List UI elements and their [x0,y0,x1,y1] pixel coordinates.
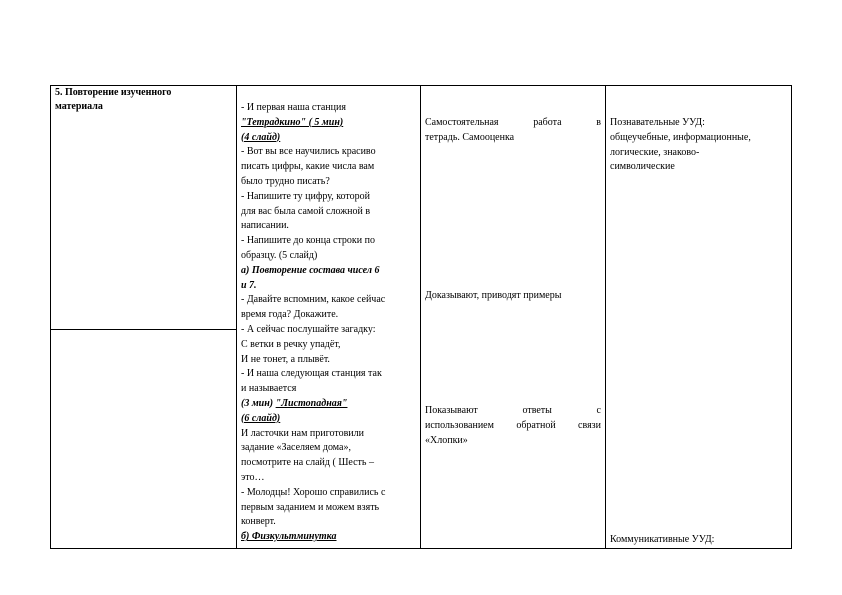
text-line: писать цифры, какие числа вам [241,161,375,173]
table-bottom-border [50,548,792,549]
text-line: было трудно писать? [241,175,330,187]
student-activity-3 [425,404,601,448]
slide-reference: (6 слайд) [241,412,281,424]
text-line: - Напишите до конца строки по [241,235,375,247]
station-duration: (3 мин) [241,397,274,409]
text-line: - Напишите ту цифру, которой [241,190,371,202]
column-divider-3 [605,85,606,549]
table-left-border [50,85,51,549]
text-line: написании. [241,220,289,232]
student-activity-1 [425,116,601,146]
subtask-heading: и 7. [241,279,257,291]
text-line: - Молодцы! Хорошо справились с [241,486,386,498]
text-line: и называется [241,383,297,395]
student-activity-2 [425,289,601,304]
text-line: Самостоятельная работа в [425,117,601,128]
text-line: время года? Докажите. [241,309,339,321]
text-line: задание «Заселяем дома», [241,442,351,454]
station-title-line [241,397,417,412]
station-name: "Листопадная" [275,397,348,409]
text-line: конверт. [241,516,276,528]
section-title [55,86,233,114]
section-title-line: 5. Повторение изученного [55,87,172,98]
column-divider-1 [236,85,237,549]
text-line: - А сейчас послушайте загадку: [241,323,376,335]
text-line: использованием обратной связи [425,419,601,431]
text-line: Познавательные УУД: [610,117,705,128]
table-right-border [791,85,792,549]
riddle-line: С ветки в речку упадёт, [241,338,341,350]
text-line: для вас была самой сложной в [241,205,371,217]
section-title-line: материала [55,101,103,112]
uud-communicative [610,533,788,548]
first-column-row-divider [50,329,236,330]
station-title: "Тетрадкино" ( 5 мин) [241,116,344,128]
text-line: первым заданием и можем взять [241,501,380,513]
text-line: Доказывают, приводят примеры [425,290,562,301]
text-line: Коммуникативные УУД: [610,534,715,545]
text-line: - И наша следующая станция так [241,368,382,380]
subtask-heading: а) Повторение состава чисел 6 [241,264,380,276]
subtask-heading: б) Физкультминутка [241,531,337,543]
text-line: логические, знаково- [610,146,700,158]
text-line: тетрадь. Самооценка [425,131,515,143]
text-line: Показывают ответы с [425,405,601,416]
slide-reference: (4 слайд) [241,131,281,143]
text-line: - Давайте вспомним, какое сейчас [241,294,386,306]
text-line: общеучебные, информационные, [610,131,751,143]
text-line: - И первая наша станция [241,102,346,113]
teacher-activity [241,101,417,545]
text-line: символические [610,161,675,173]
text-line: - Вот вы все научились красиво [241,146,376,158]
column-divider-2 [420,85,421,549]
text-line: образцу. (5 слайд) [241,249,318,261]
riddle-line: И не тонет, а плывёт. [241,353,330,365]
text-line: И ласточки нам приготовили [241,427,365,439]
text-line: посмотрите на слайд ( Шесть – [241,457,374,469]
text-line: это… [241,471,265,483]
text-line: «Хлопки» [425,434,468,446]
uud-cognitive [610,116,788,175]
